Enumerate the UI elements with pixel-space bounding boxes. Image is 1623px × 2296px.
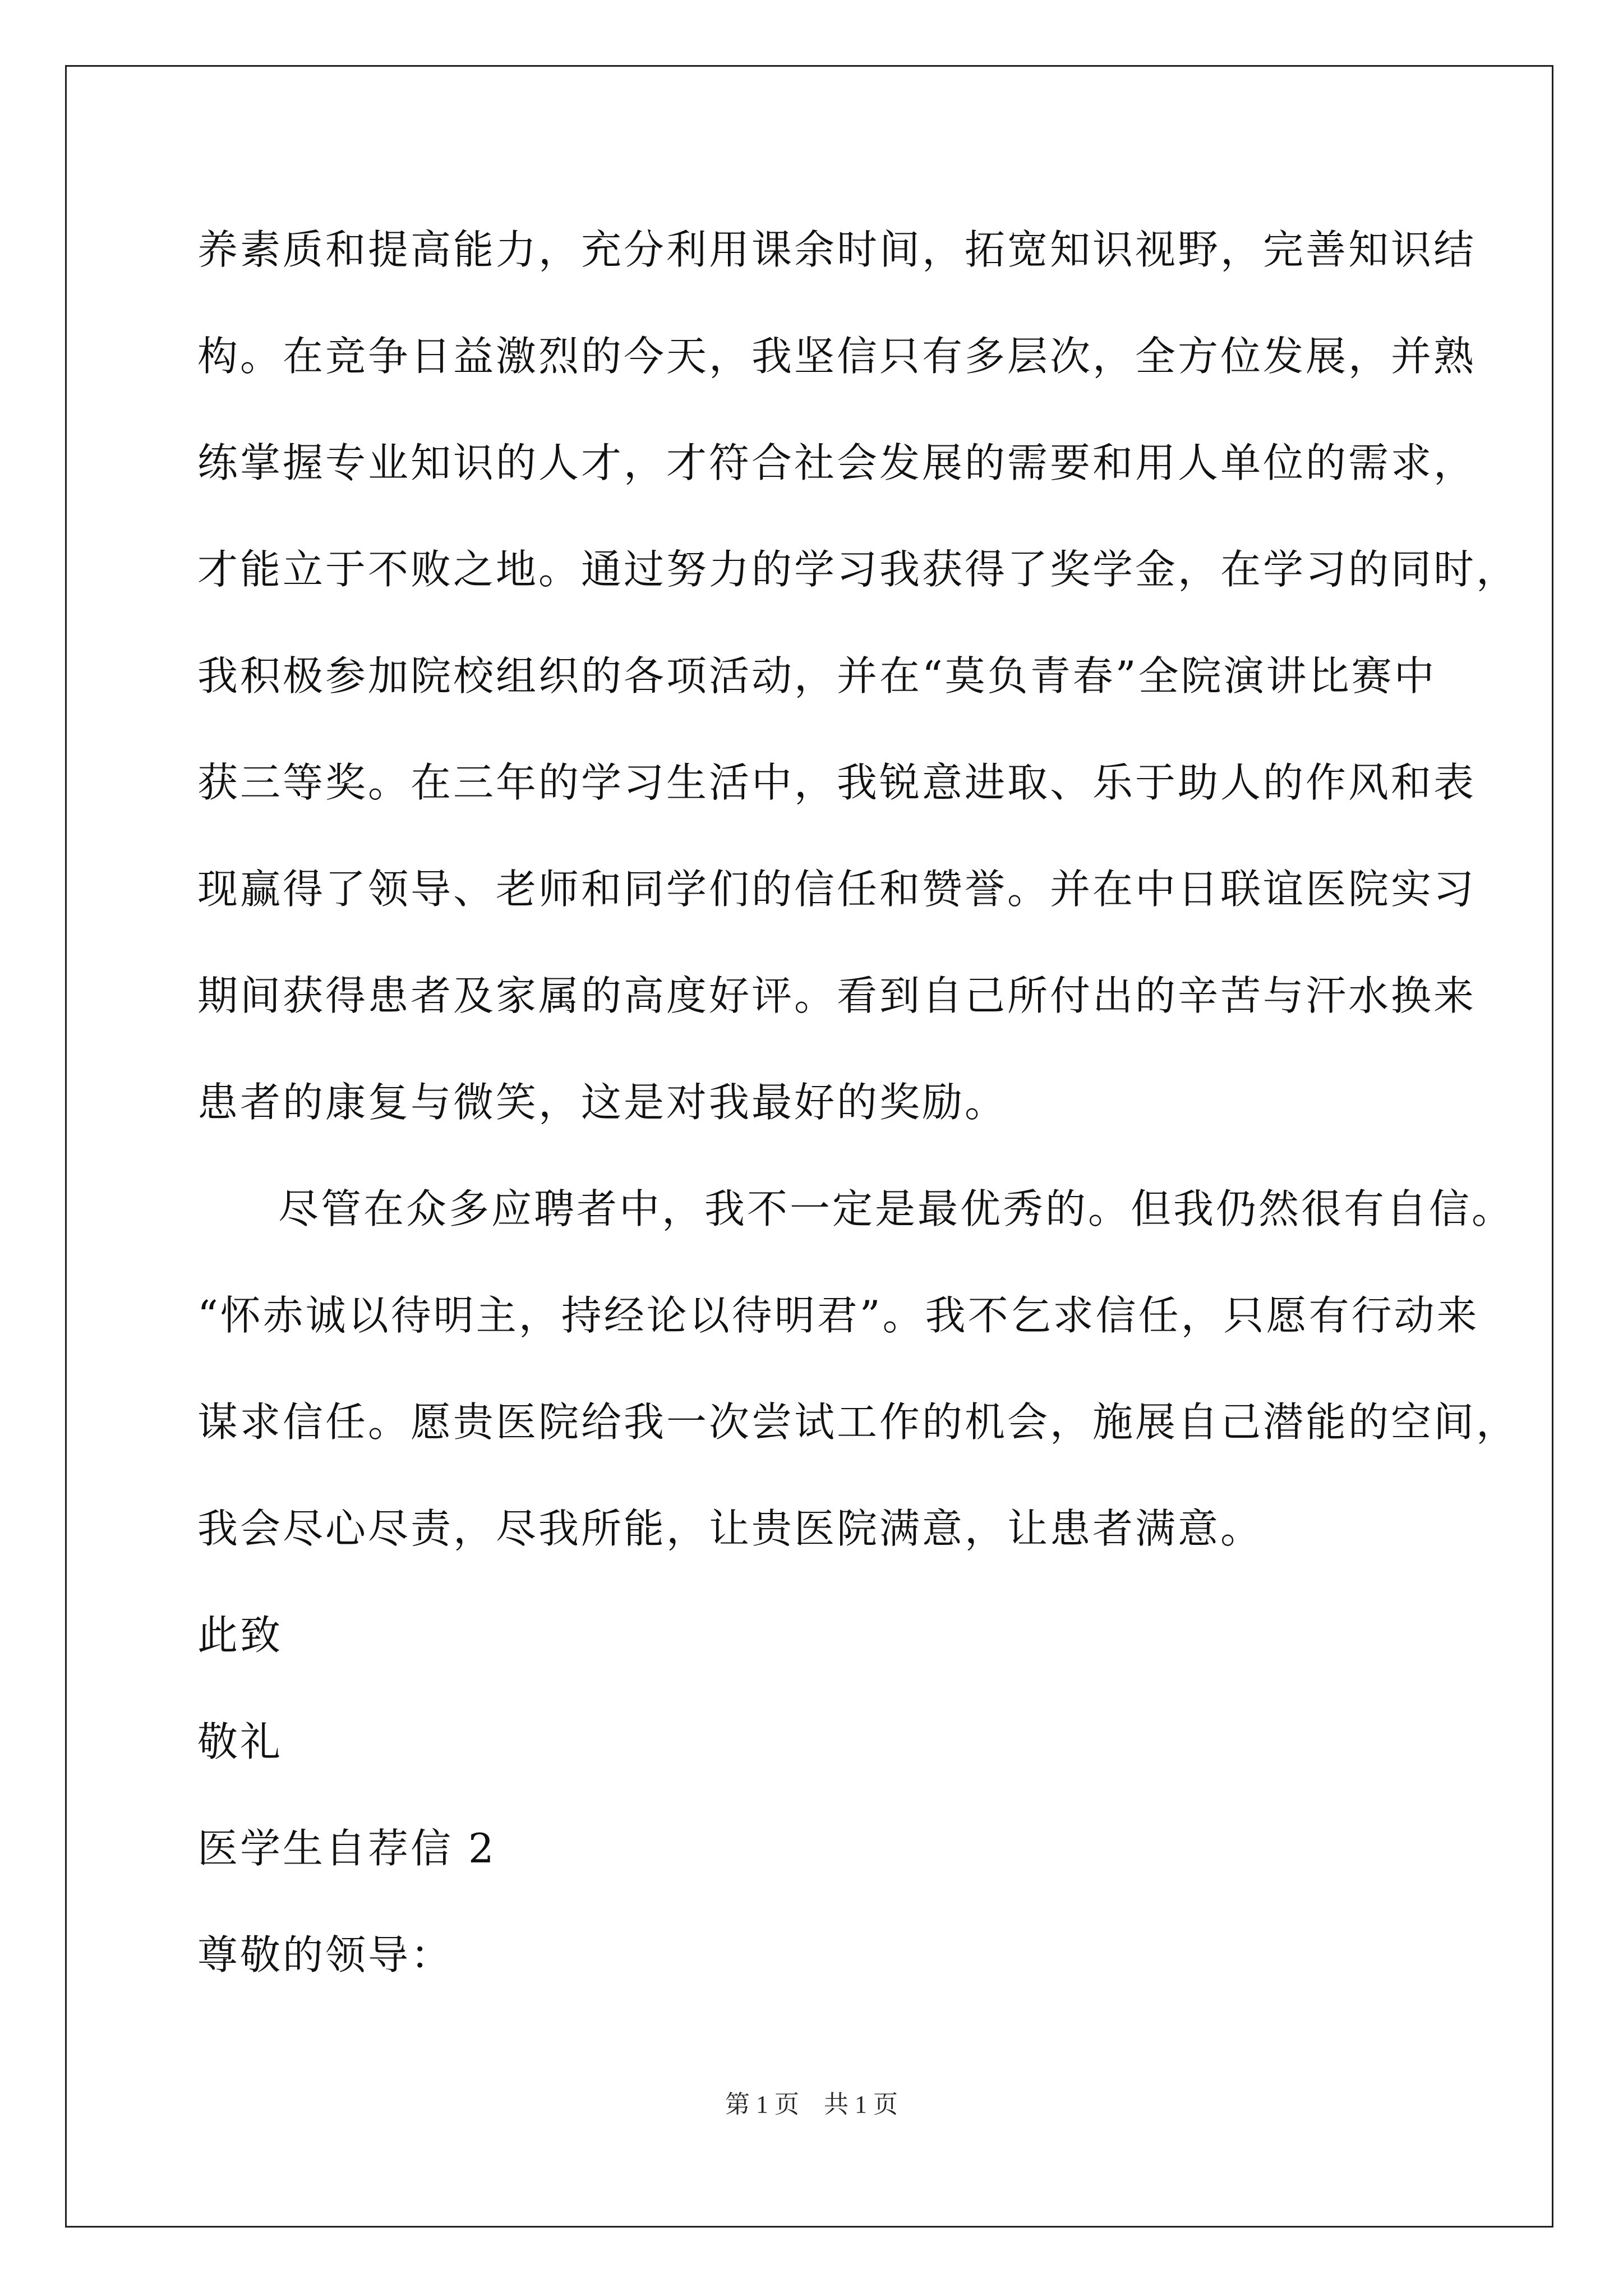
body-line: “怀赤诚以待明主，持经论以待明君”。我不乞求信任，只愿有行动来 [197,1292,1479,1339]
body-line: 练掌握专业知识的人才，才符合社会发展的需要和用人单位的需求， [197,439,1477,486]
body-line: 患者的康复与微笑，这是对我最好的奖励。 [197,1079,1008,1126]
body-line: 养素质和提高能力，充分利用课余时间，拓宽知识视野，完善知识结 [197,226,1477,273]
body-line: 期间获得患者及家属的高度好评。看到自己所付出的辛苦与汗水换来 [197,972,1477,1019]
closing-regards: 敬礼 [197,1718,283,1765]
body-line: 我积极参加院校组织的各项活动，并在“莫负青春”全院演讲比赛中 [197,652,1437,700]
section-heading: 医学生自荐信 2 [197,1825,496,1872]
page-footer: 第 1 页 共 1 页 [725,2091,898,2118]
document-body [197,213,1519,2025]
body-line: 获三等奖。在三年的学习生活中，我锐意进取、乐于助人的作风和表 [197,759,1477,806]
body-line: 才能立于不败之地。通过努力的学习我获得了奖学金，在学习的同时， [197,546,1519,593]
body-line: 我会尽心尽责，尽我所能，让贵医院满意，让患者满意。 [197,1505,1264,1552]
closing-salutation: 此致 [197,1612,283,1659]
paragraph-start-line: 尽管在众多应聘者中，我不一定是最优秀的。但我仍然很有自信。 [278,1185,1515,1232]
body-line: 现赢得了领导、老师和同学们的信任和赞誉。并在中日联谊医院实习 [197,866,1477,913]
body-line: 构。在竞争日益激烈的今天，我坚信只有多层次，全方位发展，并熟 [197,333,1477,380]
body-line: 谋求信任。愿贵医院给我一次尝试工作的机会，施展自己潜能的空间， [197,1398,1519,1446]
greeting: 尊敬的领导： [197,1931,454,1978]
